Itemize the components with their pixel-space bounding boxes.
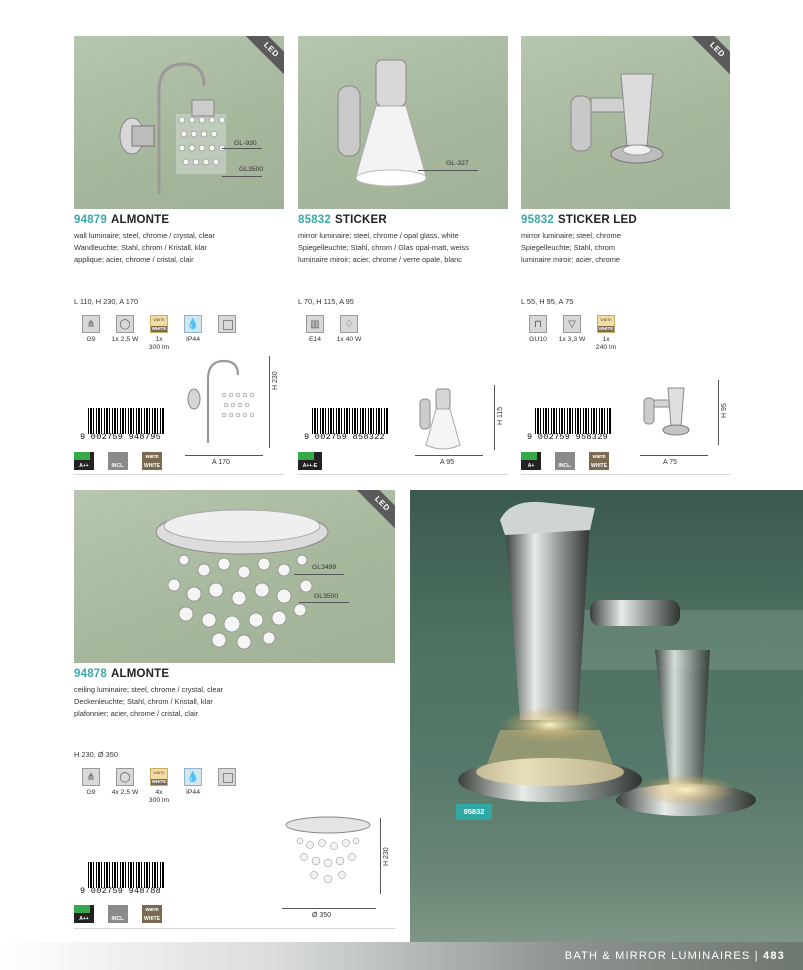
callout-gl327: GL-327 <box>446 160 469 167</box>
product-description <box>74 230 215 266</box>
product-photo-85832 <box>298 36 508 209</box>
incl-bulb-badge: INCL. <box>108 905 128 923</box>
product-name: STICKER <box>334 214 387 226</box>
warm-white-icon: warm WHITE 4x 300 lm <box>148 770 170 804</box>
mirror-luminaire-image <box>298 36 508 209</box>
section-title: BATH & MIRROR LUMINAIRES <box>564 950 751 962</box>
led-badge: LED <box>352 490 395 534</box>
description-de: Wandleuchte; Stahl, chrom / Kristall, klar <box>74 243 207 252</box>
footer-text <box>565 950 785 962</box>
description-en: mirror luminaire; steel, chrome <box>521 231 621 240</box>
barcode-number: 9 002759 958329 <box>527 432 609 442</box>
wall-luminaire-image <box>74 36 284 209</box>
callout-gl3500: GL3500 <box>239 166 264 173</box>
g9-socket-icon: ⋔ G9 <box>74 315 108 352</box>
dimension-projection: A 95 <box>440 459 455 466</box>
description-fr: plafonnier; acier, chrome / cristal, clair <box>74 709 199 718</box>
description-de: Deckenleuchte; Stahl, chrom / Kristall, klar <box>74 697 213 706</box>
dimension-height: H 230 <box>272 371 279 390</box>
dimension-projection: A 170 <box>212 459 230 466</box>
ip44-icon: 💧 IP44 <box>176 768 210 805</box>
product-name: ALMONTE <box>110 214 170 226</box>
drawing-94878 <box>278 815 378 895</box>
barcode <box>88 862 164 888</box>
spec-icon-row <box>521 315 623 352</box>
barcode <box>88 408 164 434</box>
mirror-luminaire-closeup <box>410 490 803 942</box>
energy-label: A++ <box>74 452 94 470</box>
product-title <box>521 214 637 226</box>
gu10-socket-icon: ⊓ GU10 <box>521 315 555 352</box>
energy-label: A+ <box>521 452 541 470</box>
mirror-led-luminaire-image <box>521 36 730 209</box>
product-dimensions: L 110, H 230, A 170 <box>74 297 139 306</box>
product-title <box>298 214 387 226</box>
warm-white-icon: warm WHITE 1x 240 lm <box>595 317 617 351</box>
barcode-number: 9 002759 948795 <box>80 432 162 442</box>
product-dimensions: H 230, Ø 350 <box>74 750 118 759</box>
description-en: wall luminaire; steel, chrome / crystal, clear <box>74 231 215 240</box>
led-badge: LED <box>241 36 284 80</box>
lifestyle-photo <box>410 490 803 942</box>
product-number: 94878 <box>74 668 107 680</box>
description-de: Spiegelleuchte; Stahl, chrom / Glas opal-matt, weiss <box>298 243 469 252</box>
led-badge: LED <box>687 36 730 80</box>
description-fr: luminaire miroir; acier, chrome <box>521 255 620 264</box>
spec-icon-row <box>298 315 366 344</box>
drawing-94879 <box>180 355 260 450</box>
description-en: ceiling luminaire; steel, chrome / crystal, clear <box>74 685 224 694</box>
dimension-height: H 230 <box>383 847 390 866</box>
product-photo-94879 <box>74 36 284 209</box>
barcode <box>535 408 611 434</box>
product-number: 95832 <box>521 214 554 226</box>
callout-gl3500: GL3500 <box>314 593 339 600</box>
warm-white-badge: warm WHITE <box>143 454 161 469</box>
product-name: ALMONTE <box>110 668 170 680</box>
product-description <box>521 230 621 266</box>
product-title <box>74 214 169 226</box>
product-name: STICKER LED <box>557 214 637 226</box>
footer-separator: | <box>754 950 759 962</box>
warm-white-badge: warm WHITE <box>590 454 608 469</box>
bulb-icon: ◯ 1x 2,5 W <box>108 315 142 352</box>
drawing-95832 <box>640 380 710 450</box>
product-photo-94878 <box>74 490 395 663</box>
warm-white-badge: warm WHITE <box>143 907 161 922</box>
product-description <box>74 684 223 720</box>
g9-socket-icon: ⋔ G9 <box>74 768 108 805</box>
description-fr: applique; acier, chrome / cristal, clair <box>74 255 194 264</box>
warm-white-icon: warm WHITE 1x 300 lm <box>148 317 170 351</box>
reflector-bulb-icon: ▽ 1x 3,3 W <box>555 315 589 352</box>
incl-bulb-badge: INCL. <box>108 452 128 470</box>
callout-gl930: GL-930 <box>234 140 257 147</box>
barcode-number: 9 002759 948788 <box>80 886 162 896</box>
photo-product-tag: 95832 <box>456 804 492 820</box>
dimension-projection: A 75 <box>663 459 678 466</box>
callout-gl3499: GL3499 <box>312 564 337 571</box>
product-number: 85832 <box>298 214 331 226</box>
ceiling-luminaire-image <box>74 490 395 663</box>
page-number: 483 <box>763 950 785 962</box>
e14-socket-icon: ▥ E14 <box>298 315 332 344</box>
product-number: 94879 <box>74 214 107 226</box>
candle-bulb-icon: ♢ 1x 40 W <box>332 315 366 344</box>
dimension-height: H 95 <box>721 403 728 418</box>
spec-icon-row <box>74 768 244 805</box>
product-photo-95832 <box>521 36 730 209</box>
description-de: Spiegelleuchte; Stahl, chrom <box>521 243 616 252</box>
protection-class-icon <box>210 315 244 352</box>
barcode-number: 9 002759 858322 <box>304 432 386 442</box>
incl-bulb-badge: INCL. <box>555 452 575 470</box>
dimension-height: H 115 <box>497 406 504 425</box>
energy-label: A++ <box>74 905 94 923</box>
protection-class-icon <box>210 768 244 805</box>
spec-icon-row <box>74 315 244 352</box>
barcode <box>312 408 388 434</box>
description-en: mirror luminaire; steel, chrome / opal glass, white <box>298 231 459 240</box>
product-dimensions: L 70, H 115, A 95 <box>298 297 354 306</box>
dimension-diameter: Ø 350 <box>312 912 332 919</box>
ip44-icon: 💧 IP44 <box>176 315 210 352</box>
energy-label: A++-E <box>298 452 322 470</box>
product-dimensions: L 55, H 95, A 75 <box>521 297 574 306</box>
drawing-85832 <box>412 385 482 455</box>
bulb-icon: ◯ 4x 2,5 W <box>108 768 142 805</box>
product-description <box>298 230 469 266</box>
description-fr: luminaire miroir; acier, chrome / verre opale, blanc <box>298 255 462 264</box>
product-title <box>74 668 169 680</box>
